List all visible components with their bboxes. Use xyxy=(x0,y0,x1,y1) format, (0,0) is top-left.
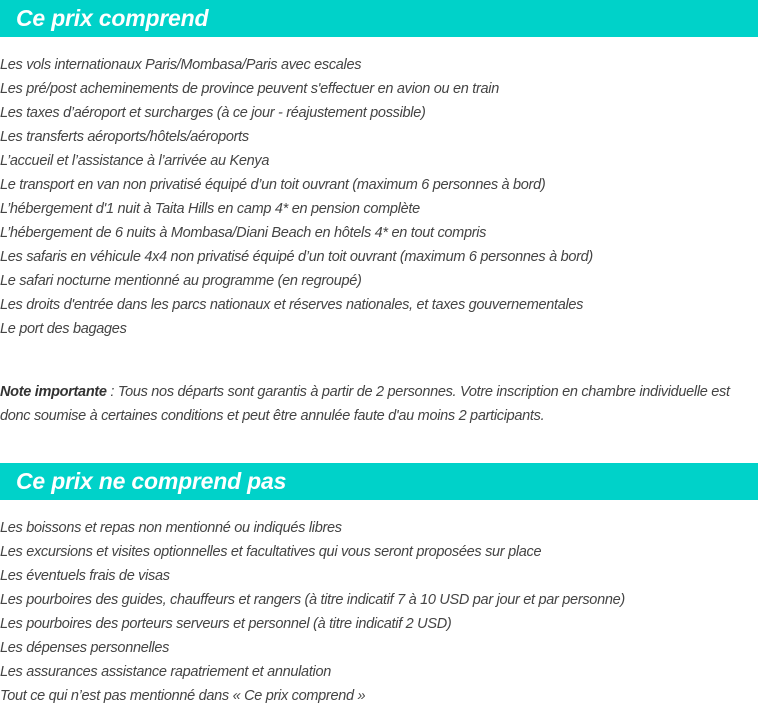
included-item: Les transferts aéroports/hôtels/aéroports xyxy=(0,129,249,145)
important-note-text: : Tous nos départs sont garantis à partir de 2 personnes. Votre inscription en chambre individuelle est donc soumise à certaines conditions et peut être annulée faute d'au moins 2 participants. xyxy=(0,383,730,424)
excluded-item: Les éventuels frais de visas xyxy=(0,568,170,584)
excluded-item: Tout ce qui n’est pas mentionné dans « Ce prix comprend » xyxy=(0,688,366,704)
important-note xyxy=(0,380,758,428)
included-item: Les droits d'entrée dans les parcs nationaux et réserves nationales, et taxes gouvernementales xyxy=(0,297,584,313)
excluded-item: Les boissons et repas non mentionné ou indiqués libres xyxy=(0,520,342,536)
excluded-item: Les excursions et visites optionnelles et facultatives qui vous seront proposées sur place xyxy=(0,544,542,560)
included-item: Les vols internationaux Paris/Mombasa/Paris avec escales xyxy=(0,57,362,73)
included-item: L’accueil et l’assistance à l’arrivée au Kenya xyxy=(0,153,270,169)
included-item: Le safari nocturne mentionné au programme (en regroupé) xyxy=(0,273,362,289)
excluded-list xyxy=(0,516,625,708)
included-item: L’hébergement d'1 nuit à Taita Hills en camp 4* en pension complète xyxy=(0,201,420,217)
excluded-item: Les dépenses personnelles xyxy=(0,640,170,656)
included-item: Les taxes d’aéroport et surcharges (à ce jour - réajustement possible) xyxy=(0,105,426,121)
important-note-label: Note importante xyxy=(0,383,107,400)
included-item: Le transport en van non privatisé équipé d’un toit ouvrant (maximum 6 personnes à bord) xyxy=(0,177,546,193)
included-item: Les safaris en véhicule 4x4 non privatisé équipé d’un toit ouvrant (maximum 6 personnes à bord) xyxy=(0,249,593,265)
excluded-section-title: Ce prix ne comprend pas xyxy=(0,463,758,500)
included-item: Les pré/post acheminements de province peuvent s'effectuer en avion ou en train xyxy=(0,81,499,97)
included-item: Le port des bagages xyxy=(0,321,127,337)
included-section-title: Ce prix comprend xyxy=(0,0,758,37)
excluded-item: Les pourboires des guides, chauffeurs et rangers (à titre indicatif 7 à 10 USD par jour et par personne) xyxy=(0,592,625,608)
included-list xyxy=(0,53,593,341)
excluded-item: Les assurances assistance rapatriement et annulation xyxy=(0,664,331,680)
included-item: L’hébergement de 6 nuits à Mombasa/Diani Beach en hôtels 4* en tout compris xyxy=(0,225,487,241)
excluded-item: Les pourboires des porteurs serveurs et personnel (à titre indicatif 2 USD) xyxy=(0,616,452,632)
